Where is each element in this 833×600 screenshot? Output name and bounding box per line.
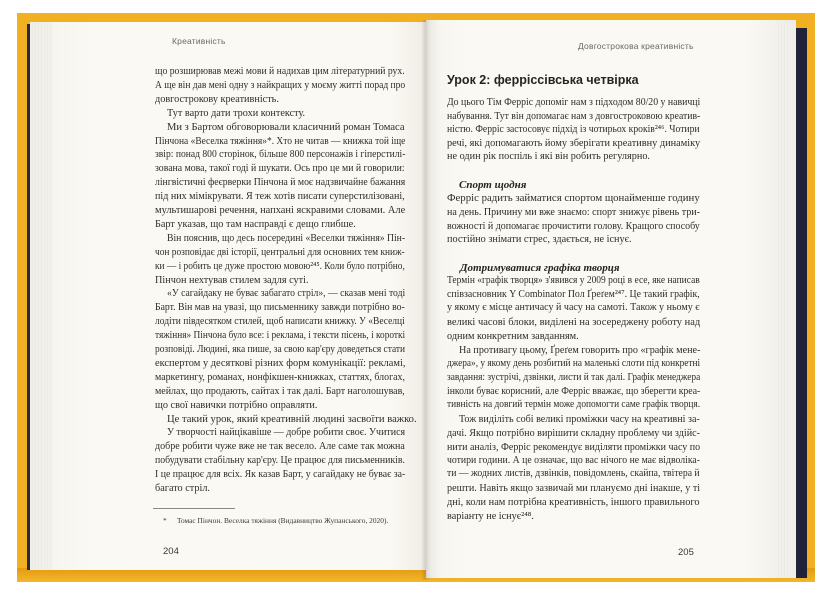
text-line: Барт указав, що там насправді є дещо глибше. (155, 217, 356, 230)
text-line: Термін «графік творця» з'явився у 2009 році в есе, яке написав (447, 274, 700, 286)
text-line: Ферріс радить займатися спортом щонайменше годину (447, 192, 700, 204)
text-line: Барт. Він мав на увазі, що письменнику завжди потрібно во- (155, 301, 405, 314)
text-line: дні, коли нам потрібна креативність, іншого правильного (447, 496, 700, 508)
text-line: чон розповідає дві історії, центральні для основних тем книж- (155, 245, 405, 258)
text-line: І це працює для всіх. Як казав Барт, у сагайдаку не буває за- (155, 468, 406, 481)
text-line: завдання: зустрічі, дзвінки, листи й так далі. Графік менеджера (447, 371, 701, 383)
text-line: інколи буває корисний, але Ферріс вважає, що зберегти креа- (447, 385, 701, 397)
text-line: звір: понад 800 сторінок, більше 800 персонажів і гіперстилі- (155, 148, 406, 161)
subheading-sport: Спорт щодня (459, 179, 527, 191)
book-spine (796, 28, 807, 578)
page-number-right: 205 (678, 547, 694, 558)
page-number-left: 204 (163, 546, 179, 557)
text-line: ністю. Ферріс застосовує підхід із чотирьох кроків²⁴⁶. Чотири (447, 123, 700, 135)
text-line: вожності й допомагає прочистити голову. Кращого способу (447, 220, 700, 232)
text-line: Тож виділіть собі великі проміжки часу на креативні за- (459, 413, 700, 425)
text-line: джера», у якому день розбитий на маленькі слоти під конкретні (447, 357, 701, 369)
text-line: речі, які допомагають йому зберігати креативну динаміку (447, 137, 701, 149)
footnote-mark: * (163, 516, 167, 525)
text-line: багато стріл. (155, 482, 210, 494)
left-running-head: Креативність (172, 36, 226, 46)
text-line: набування. Тут він допомагає нам з довгостроковою креатив- (447, 110, 701, 122)
text-line: варіанту не існує²⁴⁸. (447, 510, 534, 522)
text-line: одним конкретним завданням. (447, 330, 579, 342)
text-line: експертом у десяткові різних форм комунікації: рекламі, (155, 356, 406, 369)
text-line: На противагу цьому, Ґреґем говорить про «графік мене- (459, 344, 701, 356)
text-line: великі часові блоки, виділені на зосереджену роботу над (447, 316, 701, 328)
text-line: мейлах, що продають, сайтах і так далі. Барт наголошував, (155, 384, 405, 397)
text-line: маркетингу, романах, нонфікшен-книжках, статтях, блогах, (155, 370, 405, 383)
text-line: розповіді. Людині, яка пише, за свою кар'єру доведеться стати (155, 343, 406, 355)
left-page-stack (30, 22, 52, 570)
text-line: тяжіння» Пінчона було все: і реклама, і тексти пісень, і короткі (155, 329, 406, 342)
text-line: мультишарові речення, напхані яскравими словами. Але (155, 204, 406, 216)
footnote-rule (153, 508, 235, 509)
text-line: тивність на довгий термін може допомогти саме графік творця. (447, 398, 701, 410)
text-line: що розширював межі мови й надихав цим літературний рух. (155, 65, 405, 77)
section-heading: Урок 2: ферріссівська четвірка (447, 73, 639, 87)
text-line: нити аналіз, Ферріс рекомендує виділяти проміжки часу по (447, 441, 701, 453)
text-line: У творчості найцікавіше — добре робити своє. Учитися (167, 426, 406, 439)
text-line: під них мімікрувати. Я теж хотів писати суперстилізовані, (155, 190, 405, 203)
footnote-text: Томас Пінчон. Веселка тяжіння (Видавництво Жупанського, 2020). (177, 516, 389, 525)
text-line: ти — жодних листів, дзвінків, повідомлень, скайпа, твітера й (447, 467, 700, 479)
subheading-maker-schedule: Дотримуватися графіка творця (460, 262, 620, 274)
text-line: решти. Навіть якщо зазвичай ми плануємо дні інакше, у ті (447, 482, 701, 494)
right-running-head: Довгострокова креативність (578, 41, 694, 51)
text-line: «У сагайдаку не буває забагато стріл», — сказав мені тоді (167, 287, 406, 300)
text-line: довгострокову креативність. (155, 92, 279, 105)
text-line: лінгвістичні феєрверки Пінчона й моє надзвичайне бажання (155, 176, 406, 189)
text-line: А ще він дав мені одну з найкращих у моєму житті порад про (155, 78, 406, 91)
text-line: До цього Тім Ферріс допоміг нам з підходом 80/20 у навичці (447, 96, 701, 108)
text-line: не один рік поспіль і які він робить регулярно. (447, 150, 651, 162)
text-line: Тут варто дати трохи контексту. (167, 106, 306, 119)
text-line: чотири години. А це означає, що вас нічого не має відволіка- (447, 454, 701, 466)
text-line: на день. Причину ми вже знаємо: спорт знижує рівень три- (447, 206, 701, 218)
right-page-stack (776, 22, 796, 578)
text-line: Пінчон нехтував стилем задля суті. (155, 273, 309, 286)
text-line: Він пояснив, що десь посередині «Веселки тяжіння» Пін- (167, 231, 406, 244)
text-line: Це такий урок, який креативній людині засвоїти важко. (167, 412, 417, 425)
text-line: побудувати стабільну кар'єру. Це працює для письменників. (155, 454, 405, 467)
text-line: постійно знімати стрес, здається, не існує. (447, 233, 632, 245)
text-line: ки — і робить це дуже простою мовою²⁴⁵. Коли було потрібно, (155, 259, 405, 272)
text-line: добре робити чуже вже не так весело. Але саме так можна (155, 440, 405, 453)
text-line: Пінчона «Веселка тяжіння»*. Хто не читав — книжка той іще (155, 134, 406, 147)
text-line: лодіти півдесятком стилей, щоб написати книжку. У «Веселці (155, 315, 405, 328)
text-line: дачі. Якщо потрібно вирішити складну проблему чи здійс- (447, 427, 700, 439)
text-line: що свої навички потрібно оправляти. (155, 398, 318, 411)
text-line: у якому є місце античасу й часу на самоті. Також у ньому є (447, 301, 700, 313)
book-gutter (421, 20, 431, 580)
text-line: Ми з Бартом обговорювали класичний роман Томаса (167, 120, 405, 133)
text-line: зована мова, такої годі й шукати. Ось про це ми й говорили: (155, 162, 405, 175)
text-line: співзасновник Y Combinator Пол Ґреґем²⁴⁷. Це такий графік, (447, 288, 700, 300)
